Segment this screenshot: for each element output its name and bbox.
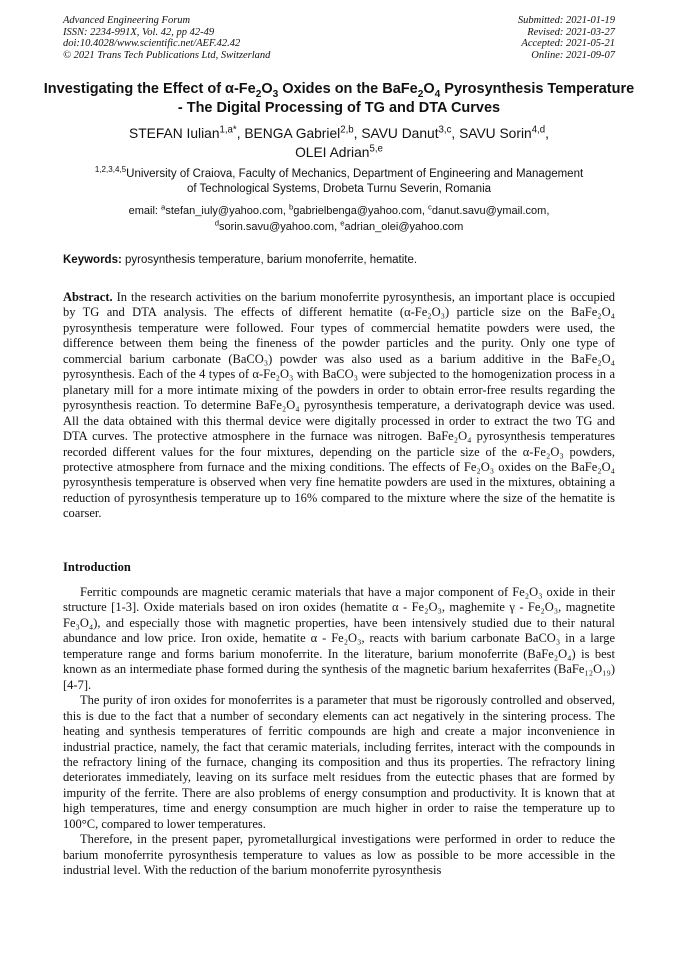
submitted-date: Submitted: 2021-01-19 xyxy=(517,15,615,26)
email-link[interactable]: danut.savu@ymail.com, xyxy=(431,205,550,217)
journal-name: Advanced Engineering Forum xyxy=(63,15,191,26)
keywords-label: Keywords: xyxy=(63,254,122,266)
abstract-label: Abstract. xyxy=(63,290,113,304)
online-date: Online: 2021-09-07 xyxy=(531,49,615,61)
affiliation: $^{1,2,3,4,5}$University of Craiova, Faculty of Mechanics, Department of Engineering and Management of Technological Systems, Drobeta Turnu Severin, Romania xyxy=(94,165,584,195)
email-list: email: $^a$stefan_iuly@yahoo.com, $^b$gabrielbenga@yahoo.com, $^c$danut.savu@ymail.com, $^d$sorin.savu@yahoo.com, $^e$adrian_olei@yahoo.com xyxy=(128,202,550,233)
author-name: OLEI Adrian xyxy=(295,145,370,160)
dates-header xyxy=(518,15,615,61)
keywords-text: pyrosynthesis temperature, barium monoferrite, hematite. xyxy=(121,254,418,266)
abstract-text: In the research activities on the barium monoferrite pyrosynthesis, an important place is occupied by TG and DTA analysis. The effects of different hematite (α-Fe₂O₃) particle size on the BaFe₂O₄ pyrosynthesis temperature were followed. Four types of commercial hematite powders were used, the difference between them being the fineness of the powder particles and the purity. Only one type of commercial barium carbonate (BaCO₃) powder was also used as a barium additive in the BaFe₂O₄ pyrosynthesis. Each of the 4 types of α-Fe₂O₃ with BaCO₃ were subjected to the homogenization process in a planetary mill for a more intimate mixing of the powders in order to obtain error-free results regarding the pyrosynthesis reaction. To determine BaFe₂O₄ pyrosynthesis temperature, a derivatograph device was used. All the data obtained with this thermal device were digitally processed in order to extract the two TG and DTA curves. The protective atmosphere in the furnace was nitrogen. BaFe₂O₄ pyrosynthesis temperatures recorded different values for the four mixtures, depending on the particle size of the α-Fe₂O₃ powders, protective atmosphere from furnace and the mixing conditions. The effects of Fe₂O₃ oxides on the BaFe₂O₄ pyrosynthesis temperature is observed when very fine hematite powders are used in the mixtures, obtaining a reduction of pyrosynthesis temperature up to 16% compared to the mixture where the size of the hematite is coarser. xyxy=(63,290,615,521)
paragraph: Ferritic compounds are magnetic ceramic materials that have a major component of Fe₂O₃ oxide in their structure [1-3]. Oxide materials based on iron oxides (hematite α - Fe₂O₃, maghemite γ - Fe₂O₃, magnetite Fe₃O₄), and especially those with magnetic properties, have been intensively studied due to their natural abundance and low price. Iron oxide, hematite α - Fe₂O₃, reacts with barium carbonate BaCO₃ in a large temperature range and forms barium monoferrite. In the literature, barium monoferrite (BaFe₂O₄) is best known as an intermediate phase formed during the synthesis of the magnetic barium hexaferrites (BaFe₁₂O₁₉) [4-7]. xyxy=(63,585,615,692)
keywords xyxy=(63,253,615,268)
accepted-date: Accepted: 2021-05-21 xyxy=(521,38,615,50)
email-link[interactable]: gabrielbenga@yahoo.com, xyxy=(293,205,428,217)
paragraph: The purity of iron oxides for monoferrites is a parameter that must be rigorously controlled and observed, this is due to the fact that a number of secondary elements can act negatively in the sintering process. The heating and synthesis temperatures of ferritic compounds are high and create a major inconvenience in industrial practice, namely, the fact that ceramic materials, including ferrites, interact with the compounds in the refractory lining of the furnace, changing its composition and thus its properties. The refractory lining deteriorates immediately, leaving on its surface melt residues from the eutectic phases that are formed by impurity of the ferrite. There are also problems of energy consumption and productivity. It is known that at high temperatures, time and energy consumption are much higher in order to raise the temperature up to 100°C, compared to lower temperatures. xyxy=(63,693,615,831)
journal-header xyxy=(63,15,270,61)
section-heading-introduction: Introduction xyxy=(63,560,131,574)
issn-line: ISSN: 2234-991X, Vol. 42, pp 42-49 xyxy=(63,26,215,38)
revised-date: Revised: 2021-03-27 xyxy=(527,26,615,38)
author-name: SAVU Sorin xyxy=(459,126,532,141)
author-name: SAVU Danut xyxy=(361,126,439,141)
copyright-line: © 2021 Trans Tech Publications Ltd, Switzerland xyxy=(63,49,271,61)
paragraph: Therefore, in the present paper, pyrometallurgical investigations were performed in order to reduce the barium monoferrite pyrosynthesis temperature to values as low as possible to be more accessible in the industrial level. With the reduction of the barium monoferrite pyrosynthesis xyxy=(63,832,615,878)
author-list: STEFAN Iulian$^{1,a*}$, BENGA Gabriel$^{2,b}$, SAVU Danut$^{3,c}$, SAVU Sorin$^{4,d}$, OLEI Adrian$^{5,e}$ xyxy=(129,124,549,160)
email-link[interactable]: adrian_olei@yahoo.com xyxy=(344,220,464,233)
abstract xyxy=(63,290,615,522)
email-link[interactable]: stefan_iuly@yahoo.com, xyxy=(165,205,289,217)
email-link[interactable]: sorin.savu@yahoo.com, xyxy=(218,220,341,233)
author-name: STEFAN Iulian xyxy=(129,126,220,141)
doi-line: doi:10.4028/www.scientific.net/AEF.42.42 xyxy=(63,38,241,50)
paper-title: Investigating the Effect of $\alpha-Fe_2O_3$ Oxides on the $BaFe_2O_4$ Pyrosynthesis Temperature - The Digital Processing of TG and DTA Curves xyxy=(43,81,635,116)
introduction-body xyxy=(63,585,615,879)
author-name: BENGA Gabriel xyxy=(244,126,341,141)
